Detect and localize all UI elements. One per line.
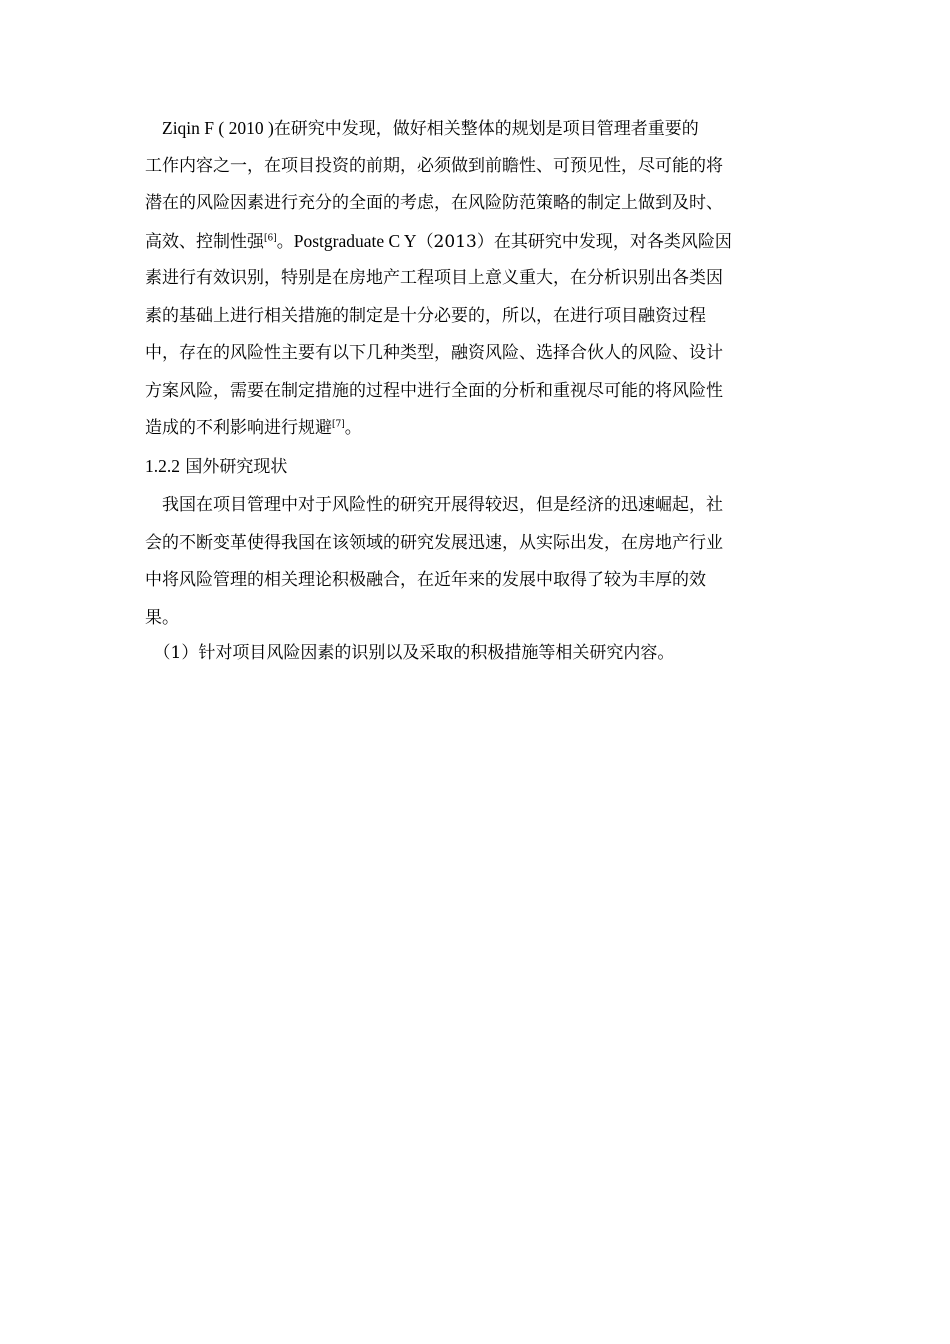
- paragraph-line: 果。: [145, 607, 179, 628]
- indent: [145, 119, 162, 139]
- paragraph-line: 潜在的风险因素进行充分的全面的考虑，在风险防范策略的制定上做到及时、: [145, 193, 723, 213]
- paragraph-line: 我国在项目管理中对于风险性的研究开展得较迟，但是经济的迅速崛起，社: [145, 495, 723, 515]
- citation-year: （2013）: [416, 231, 494, 252]
- paragraph-line: 中，存在的风险性主要有以下几种类型，融资风险、选择合伙人的风险、设计: [145, 343, 723, 363]
- paragraph-text: 在其研究中发现，对各类风险因: [493, 231, 732, 252]
- paragraph-line: [145, 110, 805, 148]
- paragraph-text: 造成的不利影响进行规避: [145, 418, 332, 438]
- reference-marker: [6]: [264, 232, 277, 243]
- section-number: 1.2.2: [145, 456, 180, 476]
- paragraph-text: 。: [276, 231, 294, 252]
- paragraph-line: 工作内容之一，在项目投资的前期，必须做到前瞻性、可预见性，尽可能的将: [145, 155, 723, 176]
- paragraph-domestic-research: [145, 110, 805, 448]
- paragraph-line: [145, 410, 805, 448]
- section-heading: [145, 448, 805, 486]
- paragraph-text: 。: [344, 418, 362, 438]
- paragraph-foreign-research: [145, 487, 805, 637]
- paragraph-text: 在研究中发现，做好相关整体的规划是项目管理者重要的: [273, 119, 699, 139]
- paragraph-line: [145, 223, 805, 261]
- paragraph-line: 中将风险管理的相关理论积极融合，在近年来的发展中取得了较为丰厚的效: [145, 570, 706, 590]
- paragraph-line: （1）针对项目风险因素的识别以及采取的积极措施等相关研究内容。: [145, 643, 675, 663]
- reference-marker: [7]: [332, 419, 345, 430]
- list-item-1: [145, 635, 805, 673]
- section-title: 国外研究现状: [185, 457, 288, 477]
- citation-author: Postgraduate C Y: [293, 230, 417, 251]
- paragraph-line: 会的不断变革使得我国在该领域的研究发展迅速，从实际出发，在房地产行业: [145, 532, 723, 553]
- citation-author: Ziqin F ( 2010 ): [162, 118, 274, 138]
- paragraph-line: 素的基础上进行相关措施的制定是十分必要的，所以，在进行项目融资过程: [145, 305, 706, 326]
- paragraph-text: 高效、控制性强: [145, 231, 264, 252]
- paragraph-line: 方案风险，需要在制定措施的过程中进行全面的分析和重视尽可能的将风险性: [145, 380, 723, 401]
- paragraph-line: 素进行有效识别，特别是在房地产工程项目上意义重大，在分析识别出各类因: [145, 268, 723, 288]
